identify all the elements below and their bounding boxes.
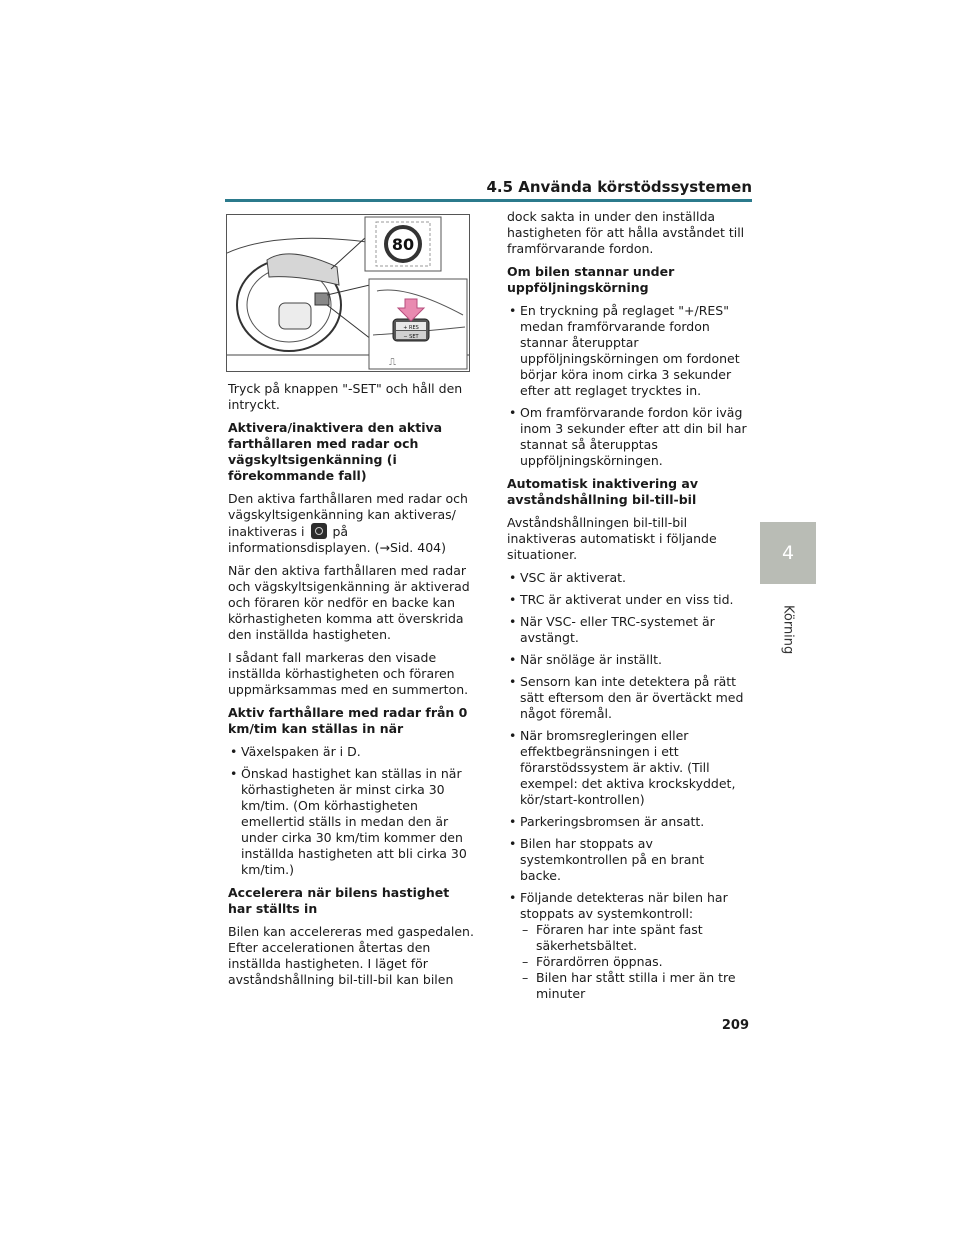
- sub-list-item: – Förardörren öppnas.: [520, 954, 747, 970]
- list-item: • När bromsregleringen eller effektbegränsningen i ett förarstödssystem är aktiv. (Till exempel: det aktiva krockskyddet, kör/start-kontrollen): [507, 728, 747, 808]
- list-item: [507, 890, 747, 1002]
- steering-wheel-illustration: [226, 214, 470, 372]
- bullet-list: [507, 303, 747, 469]
- settings-icon: [311, 523, 327, 539]
- chapter-number: 4: [781, 542, 795, 564]
- list-item-text: Följande detekteras när bilen har stoppats av systemkontroll:: [520, 890, 728, 921]
- speed-sign-text: 80: [391, 235, 415, 254]
- cruise-switch-small: [315, 293, 329, 305]
- paragraph-part: Den aktiva farthållaren med radar och vägskyltsigenkänning kan aktiveras/ inaktiveras i: [228, 491, 468, 539]
- paragraph: När den aktiva farthållaren med radar och vägskyltsigenkänning är aktiverad och föraren kör nedför en backe kan körhastigheten komma att överskrida den inställda hastigheten.: [228, 563, 470, 642]
- list-item: • Om framförvarande fordon kör iväg inom 3 sekunder efter att din bil har stannat så återupptas uppföljningskörningen.: [507, 405, 747, 469]
- list-item: • Sensorn kan inte detektera på rätt sätt eftersom den är övertäckt med något föremål.: [507, 674, 747, 722]
- paragraph: Avståndshållningen bil-till-bil inaktiveras automatiskt i följande situationer.: [507, 515, 717, 562]
- paragraph: [228, 491, 476, 556]
- switch-minus-label: − SET: [403, 334, 419, 340]
- section-title: 4.5 Använda körstödssystemen: [486, 178, 752, 196]
- page-number: 209: [721, 1018, 749, 1033]
- list-item: • TRC är aktiverat under en viss tid.: [507, 592, 747, 608]
- list-item: • När snöläge är inställt.: [507, 652, 747, 668]
- paragraph-part: på informationsdisplayen. (→Sid. 404): [228, 524, 446, 555]
- paragraph: I sådant fall markeras den visade inställda körhastigheten och föraren uppmärksammas med en summerton.: [228, 650, 469, 697]
- list-item: • VSC är aktiverat.: [507, 570, 747, 586]
- list-item: • Växelspaken är i D.: [228, 744, 476, 760]
- list-item: • Parkeringsbromsen är ansatt.: [507, 814, 747, 830]
- chapter-label: Körning: [780, 605, 796, 655]
- paragraph: dock sakta in under den inställda hastigheten för att hålla avståndet till framförvarande fordon.: [507, 209, 745, 256]
- list-item: • Bilen har stoppats av systemkontrollen på en brant backe.: [507, 836, 747, 884]
- list-item: • När VSC- eller TRC-systemet är avstängt.: [507, 614, 747, 646]
- right-column: [507, 209, 747, 1009]
- subheading: Aktiv farthållare med radar från 0 km/tim kan ställas in när: [228, 705, 468, 736]
- steering-symbol-icon: ⎍: [389, 357, 396, 368]
- list-item: • En tryckning på reglaget "+/RES" medan framförvarande fordon stannar återupptar uppföljningskörningen om fordonet börjar köra inom cirka 3 sekunder efter att reglaget trycktes in.: [507, 303, 747, 399]
- chapter-tab: [760, 522, 816, 584]
- bullet-list: [228, 744, 476, 878]
- subheading: Aktivera/inaktivera den aktiva farthållaren med radar och vägskyltsigenkänning (i förekommande fall): [228, 420, 443, 483]
- subheading: Om bilen stannar under uppföljningskörning: [507, 264, 675, 295]
- paragraph: Tryck på knappen "-SET" och håll den intryckt.: [228, 381, 463, 412]
- chapter-label-box: [760, 590, 816, 670]
- sub-list-item: – Föraren har inte spänt fast säkerhetsbältet.: [520, 922, 747, 954]
- sub-list-item: – Bilen har stått stilla i mer än tre minuter: [520, 970, 747, 1002]
- subheading: Automatisk inaktivering av avståndshållning bil-till-bil: [507, 476, 699, 507]
- list-item: • Önskad hastighet kan ställas in när körhastigheten är minst cirka 30 km/tim. (Om körhastigheten emellertid ställs in medan den är under cirka 30 km/tim kommer den inställda hastigheten att bli cirka 30 km/tim.): [228, 766, 476, 878]
- left-column: [228, 381, 476, 995]
- paragraph: Bilen kan accelereras med gaspedalen. Efter accelerationen återtas den inställda hastigheten. I läget för avståndshållning bil-till-bil kan bilen: [228, 924, 474, 987]
- sub-bullet-list: [520, 922, 747, 1002]
- subheading: Accelerera när bilens hastighet har ställts in: [228, 885, 450, 916]
- header-rule: [225, 199, 752, 202]
- bullet-list: [507, 570, 747, 1002]
- switch-plus-label: + RES: [403, 325, 419, 331]
- steering-wheel-svg: [227, 215, 469, 371]
